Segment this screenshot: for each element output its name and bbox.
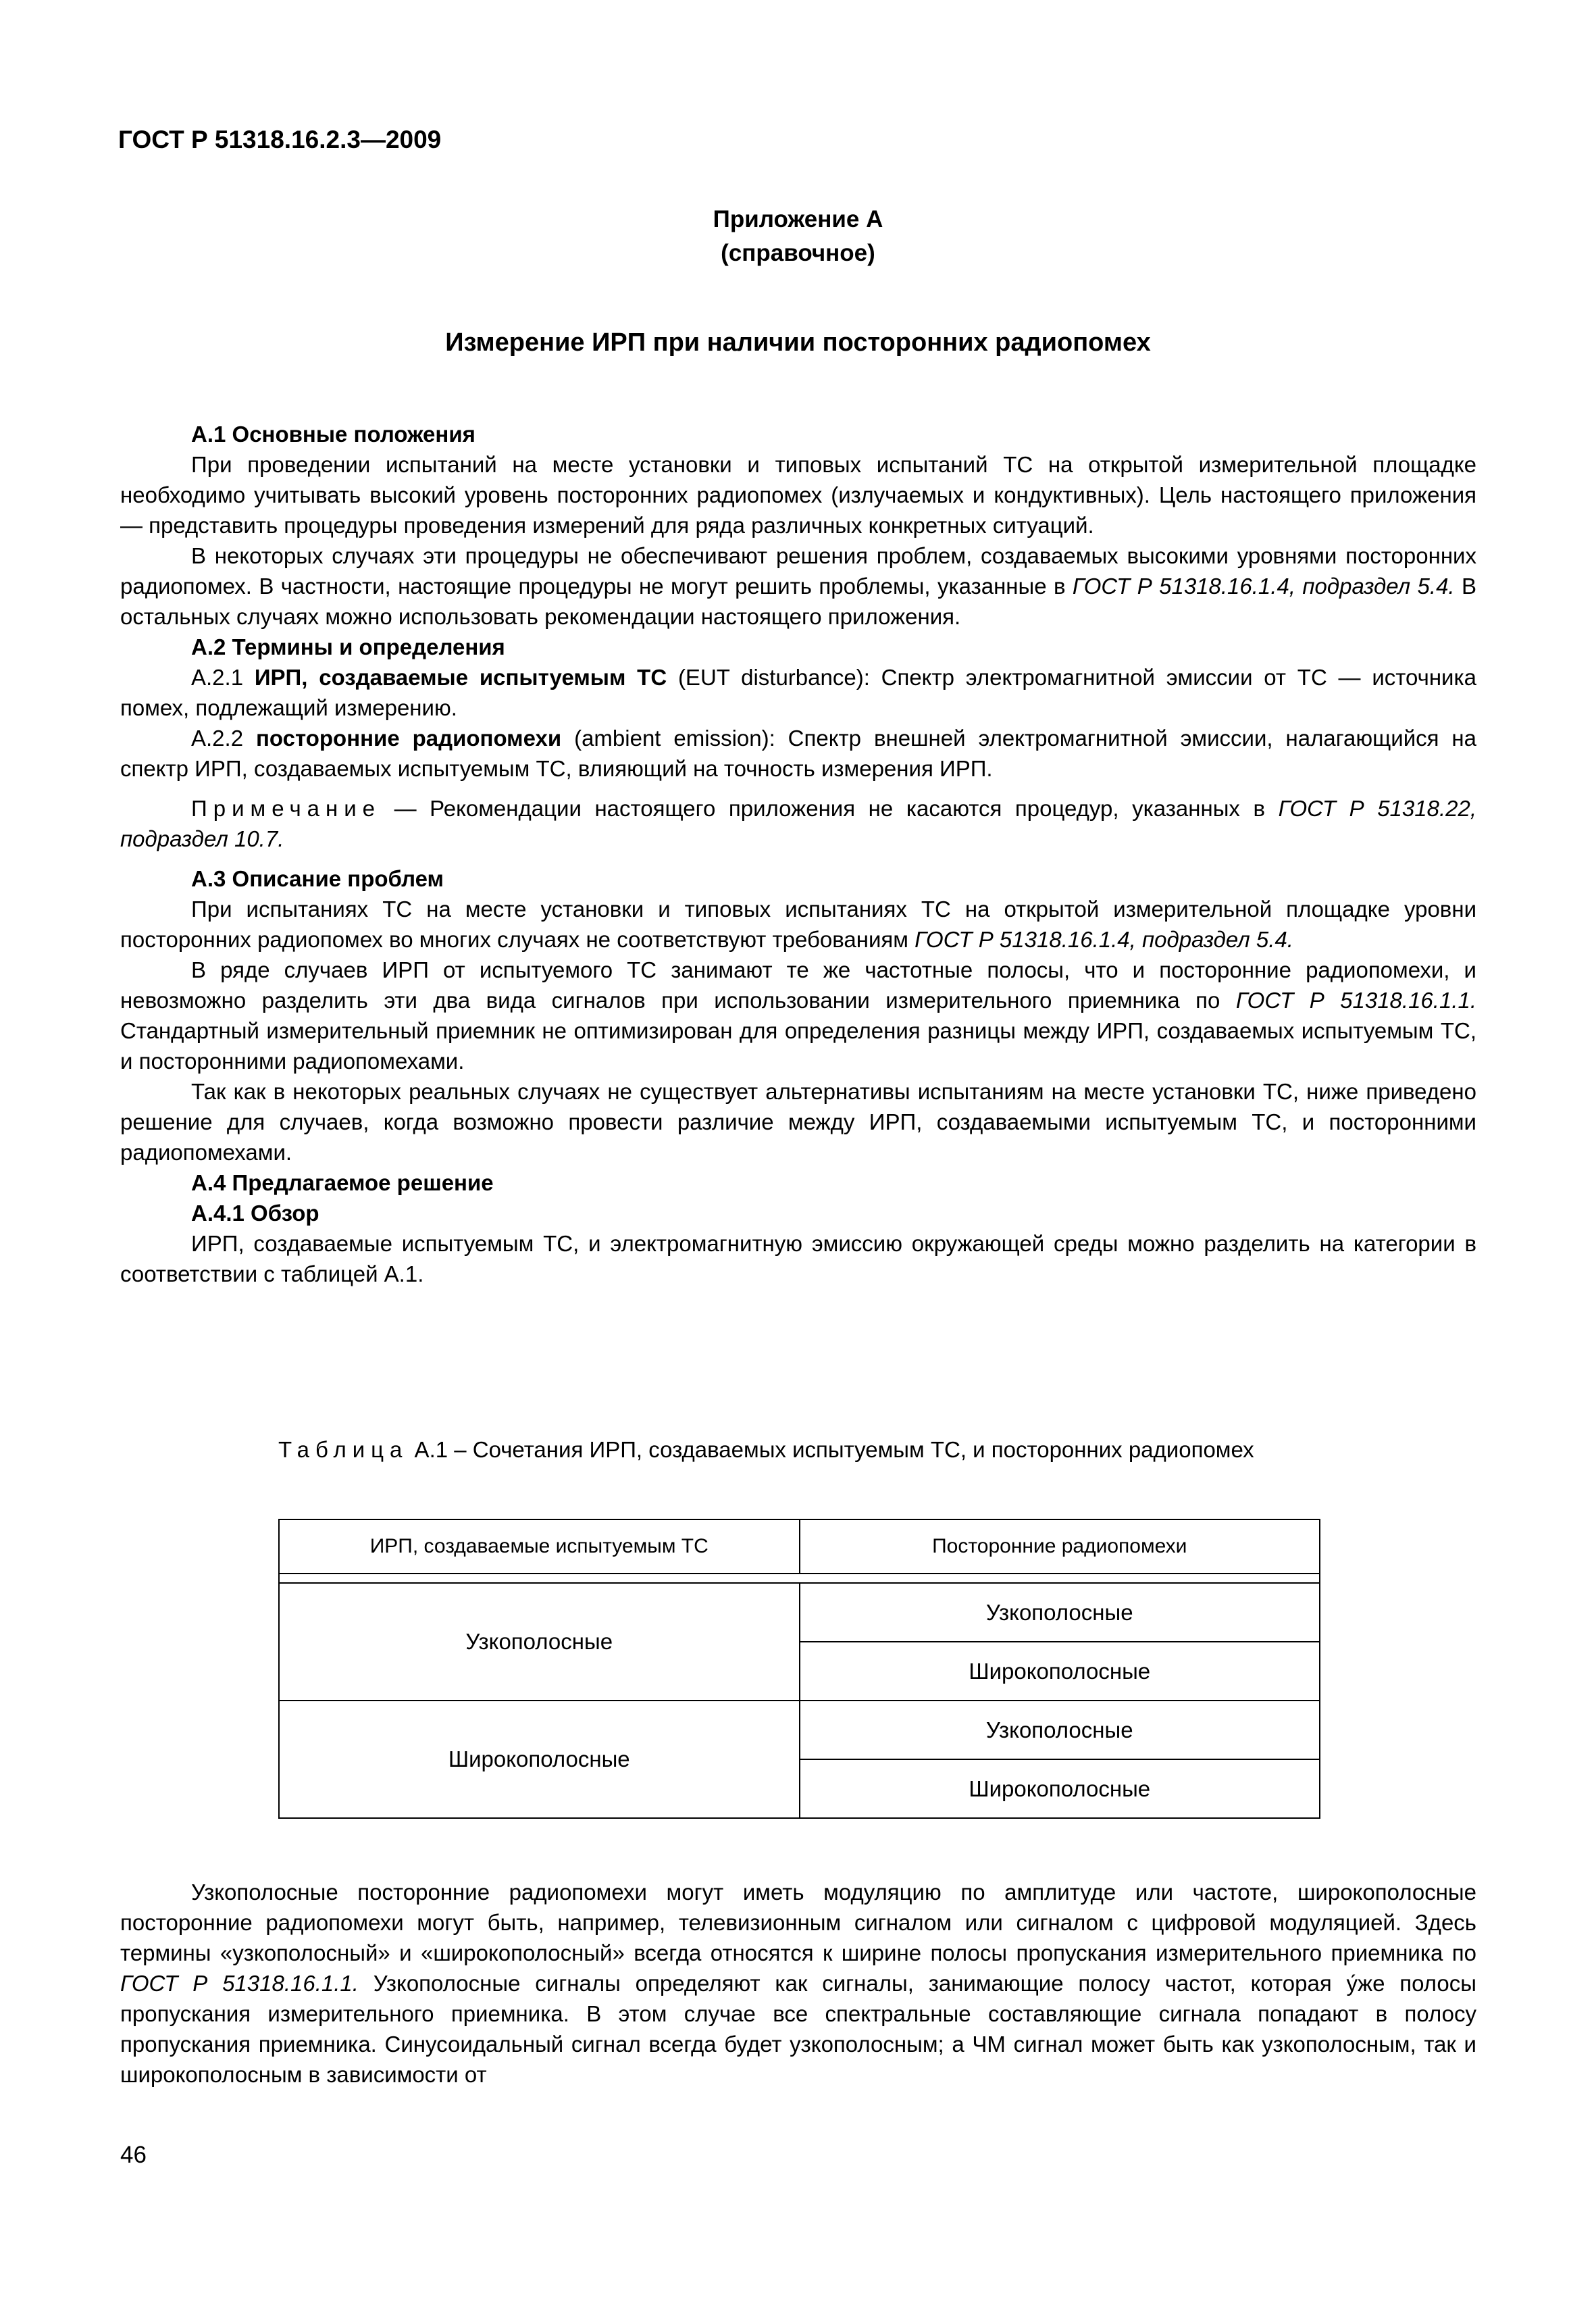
combinations-table [278,1519,1320,1819]
paragraph-after-table [120,1877,1476,2090]
body-text [120,419,1476,1289]
section-a41-heading: А.4.1 Обзор [191,1201,319,1226]
appendix-label: Приложение А [713,206,883,232]
table-separator [279,1574,1320,1583]
clause-number: А.2.2 [191,726,256,751]
clause-number: А.2.1 [191,665,255,690]
section-a3-paragraph-1 [120,894,1476,955]
definition-text: (ambient emission): Спектр внешней электромагнитной эмиссии, налагающийся на спектр ИРП, создаваемых испытуемым ТС, влияющий на точность измерения ИРП. [120,726,1476,781]
table-cell-eut: Широкополосные [279,1701,800,1818]
appendix-heading [0,203,1596,270]
table-cell-eut: Узкополосные [279,1583,800,1701]
separator-cell [279,1574,1320,1583]
section-a1-heading: А.1 Основные положения [191,422,475,447]
text-run: Узкополосные посторонние радиопомехи могут иметь модуляцию по амплитуде или частоте, широкополосные посторонние радиопомехи могут быть, например, телевизионным сигналом или сигналом с цифровой модуляцией. Здесь термины «узкополосный» и «широкополосный» всегда относятся к ширине полосы пропускания измерительного приемника по [120,1880,1476,1965]
standard-reference: ГОСТ Р 51318.22, подраздел 10.7. [120,796,1476,851]
defined-term: посторонние радиопомехи [255,726,562,751]
table-cell-ambient: Узкополосные [800,1583,1320,1642]
table-header-row [279,1519,1320,1574]
definition-text: (EUT disturbance): Спектр электромагнитной эмиссии от ТС — источника помех, подлежащий измерению. [120,665,1476,720]
text-run: При испытаниях ТС на месте установки и типовых испытаниях ТС на открытой измерительной площадке уровни посторонних радиопомех во многих случаях не соответствуют требованиям [120,897,1476,952]
table-cell-ambient: Узкополосные [800,1701,1320,1759]
text-run: В некоторых случаях эти процедуры не обеспечивают решения проблем, создаваемых высокими уровнями посторонних радиопомех. В частности, настоящие процедуры не могут решить проблемы, указанные в [120,543,1476,599]
text-run: Узкополосные сигналы определяют как сигналы, занимающие полосу частот, которая у́же полосы пропускания измерительного приемника. В этом случае все спектральные составляющие сигнала попадают в полосу пропускания приемника. Синусоидальный сигнал всегда будет узкополосным; а ЧМ сигнал может быть как узкополосным, так и широкополосным в зависимости от [120,1971,1476,2087]
text-run: В остальных случаях можно использовать рекомендации настоящего приложения. [120,574,1476,629]
document-code: ГОСТ Р 51318.16.2.3—2009 [118,126,442,153]
caption-text: А.1 – Сочетания ИРП, создаваемых испытуемым ТС, и посторонних радиопомех [408,1437,1254,1462]
body-text-continued [120,1877,1476,2090]
standard-reference: ГОСТ Р 51318.16.1.4, подраздел 5.4. [915,927,1293,952]
definition-a22 [120,723,1476,784]
text-run: Стандартный измерительный приемник не оптимизирован для определения разницы между ИРП, создаваемых испытуемым ТС, и посторонними радиопомехами. [120,1018,1476,1074]
note [120,793,1476,854]
table-row [279,1701,1320,1759]
section-a1-paragraph-1: При проведении испытаний на месте установки и типовых испытаний ТС на открытой измерительной площадке необходимо учитывать высокий уровень посторонних радиопомех (излучаемых и кондуктивных). Цель настоящего приложения — представить процедуры проведения измерений для ряда различных конкретных ситуаций. [120,452,1476,538]
caption-label: Таблица [278,1437,409,1462]
table-cell-ambient: Широкополосные [800,1759,1320,1818]
section-a3-paragraph-2 [120,955,1476,1076]
standard-reference: ГОСТ Р 51318.16.1.1. [1235,988,1476,1013]
section-a3-paragraph-3: Так как в некоторых реальных случаях не существует альтернативы испытаниям на месте установки ТС, ниже приведено решение для случаев, когда возможно провести различие между ИРП, создаваемыми испытуемым ТС, и посторонними радиопомехами. [120,1079,1476,1165]
appendix-title: Измерение ИРП при наличии посторонних радиопомех [445,328,1151,357]
section-a1-paragraph-2 [120,540,1476,632]
table-header-eut: ИРП, создаваемые испытуемым ТС [279,1519,800,1574]
table-cell-ambient: Широкополосные [800,1642,1320,1701]
section-a2-heading: А.2 Термины и определения [191,634,505,659]
section-a3-heading: А.3 Описание проблем [191,866,444,891]
definition-a21 [120,662,1476,723]
note-text: — Рекомендации настоящего приложения не касаются процедур, указанных в [381,796,1279,821]
standard-reference: ГОСТ Р 51318.16.1.4, подраздел 5.4. [1072,574,1455,599]
note-label: Примечание [191,796,382,821]
standard-reference: ГОСТ Р 51318.16.1.1. [120,1971,359,1996]
table-row [279,1583,1320,1642]
text-run: В ряде случаев ИРП от испытуемого ТС занимают те же частотные полосы, что и посторонние радиопомехи, и невозможно разделить эти два вида сигналов при использовании измерительного приемника по [120,957,1476,1013]
table-header-ambient: Посторонние радиопомехи [800,1519,1320,1574]
section-a4-heading: А.4 Предлагаемое решение [191,1170,494,1195]
section-a41-paragraph-1: ИРП, создаваемые испытуемым ТС, и электромагнитную эмиссию окружающей среды можно разделить на категории в соответствии с таблицей А.1. [120,1231,1476,1286]
page-number: 46 [120,2142,147,2168]
defined-term: ИРП, создаваемые испытуемым ТС [254,665,667,690]
appendix-type: (справочное) [721,240,875,266]
table-caption [278,1434,1322,1465]
